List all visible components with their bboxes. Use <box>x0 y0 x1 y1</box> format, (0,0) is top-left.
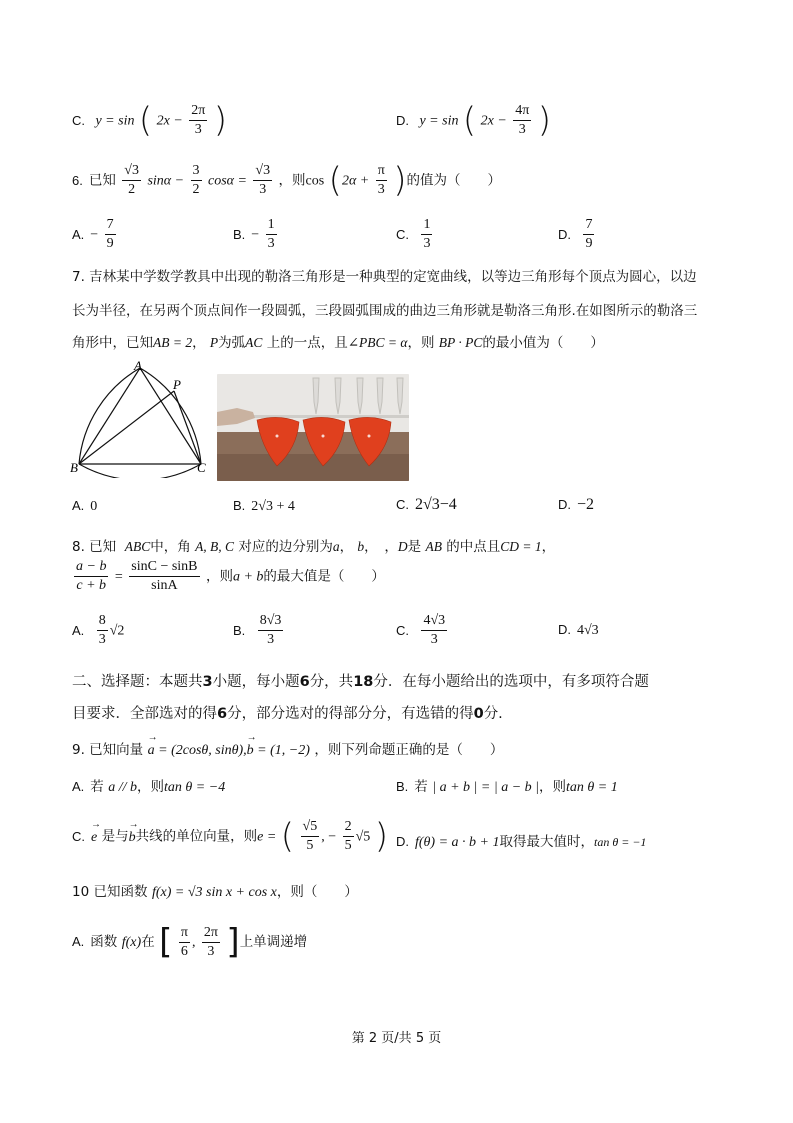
q8-option-a: A. $\frac{8}{3}$ √2 <box>72 613 125 647</box>
function-text: y = sin <box>95 113 135 129</box>
fraction: $\frac{8}{3}$ <box>98 613 106 647</box>
page-footer: 第 2 页/共 5 页 <box>351 1031 442 1046</box>
q5-option-c: C. y = sin ( 2x − $\frac{2\pi}{3}$ ) <box>72 100 228 141</box>
arc-bc <box>79 464 201 478</box>
q9-option-a: A. 若 a // b，则tan θ = −4 <box>72 779 226 795</box>
q6-option-a: A. − $\frac{7}{9}$ <box>72 217 114 251</box>
section-2-instructions-line-2: 目要求．全部选对的得6分，部分选对的得部分分，有选错的得0分. <box>72 706 503 722</box>
function-text: y = sin <box>419 113 459 129</box>
q7-option-c: C. 2√3−4 <box>396 496 457 513</box>
red-reuleaux-rollers <box>257 417 391 466</box>
fraction: $\frac{√3}{3}$ <box>255 163 271 197</box>
label-c: C <box>197 460 206 475</box>
reuleaux-triangle-figure <box>70 358 216 478</box>
q8-option-b: B. $\frac{8√3}{3}$ <box>233 613 282 647</box>
fraction: $\frac{4\pi}{3}$ <box>515 103 530 137</box>
q7-line-1: 7. 吉林某中学数学教具中出现的勒洛三角形是一种典型的定宽曲线，以等边三角形每个顶点为圆心，以边 <box>72 269 697 285</box>
q9-option-b: B. 若 | a + b | = | a − b |，则tan θ = 1 <box>396 779 618 795</box>
option-label: C. <box>72 112 85 128</box>
q9-stem: 9. 已知向量 → a = (2cosθ, sinθ),→ b = (1, −2) ，则下列命题正确的是（ ） <box>72 738 503 759</box>
fraction: $\frac{a - b}{c + b}$ <box>76 559 107 593</box>
label-p: P <box>173 377 181 392</box>
fraction: $\frac{2}{5}$ <box>344 819 352 853</box>
fraction: $\frac{√5}{5}$ <box>302 819 318 853</box>
q6-stem: 6. 已知 $\frac{√3}{2}$ sinα − $\frac{3}{2}$ cosα = $\frac{√3}{3}$ ，则cos (2α + $\frac{\pi}{3}$ )的值为（ ） <box>72 160 501 201</box>
q8-option-d: D. 4√3 <box>558 622 599 638</box>
fraction: $\frac{1}{3}$ <box>423 217 431 251</box>
q7-line-2: 长为半径，在另两个顶点间作一段圆弧，三段圆弧围成的曲边三角形就是勒洛三角形.在如图所示的勒洛三 <box>72 303 698 319</box>
fraction: $\frac{7}{9}$ <box>585 217 593 251</box>
q7-line-3: 角形中，已知AB = 2， P为弧AC 上的一点，且∠PBC = α，则 BP · PC的最小值为（ ） <box>72 335 604 351</box>
fraction: $\frac{1}{3}$ <box>267 217 275 251</box>
q8-option-c: C. $\frac{4√3}{3}$ <box>396 613 446 647</box>
fraction: $\frac{4√3}{3}$ <box>423 613 446 647</box>
fraction: $\frac{\pi}{6}$ <box>180 924 188 959</box>
label-b: B <box>70 460 78 475</box>
option-label: D. <box>396 112 409 128</box>
q5-option-d: D. y = sin ( 2x − $\frac{4\pi}{3}$ ) <box>396 100 552 141</box>
q7-option-d: D. −2 <box>558 496 595 513</box>
q7-option-a: A. 0 <box>72 498 98 514</box>
q8-line-1: 8. 已知 ABC中，角 A, B, C 对应的边分别为a， b， ，D是 AB 的中点且CD = 1， <box>72 539 556 555</box>
q9-option-c: C.→ e 是与→ b共线的单位向量，则e = ( $\frac{√5}{5}$ , − $\frac{2}{5}$ √5 ) <box>72 818 388 855</box>
fraction: $\frac{2\pi}{3}$ <box>191 103 206 137</box>
q10-option-a: A. 函数 f(x)在 [ $\frac{\pi}{6}$ , $\frac{2\pi}{3}$ ]上单调递增 <box>72 922 308 962</box>
reuleaux-roller-photo <box>217 374 409 481</box>
fraction: $\frac{8√3}{3}$ <box>259 613 282 647</box>
fraction: $\frac{\pi}{3}$ <box>377 163 385 197</box>
q6-option-b: B. − $\frac{1}{3}$ <box>233 217 275 251</box>
fraction: $\frac{\sin C - \sin B}{\sin A}$ <box>131 559 198 593</box>
fraction: $\frac{2\pi}{3}$ <box>203 924 218 959</box>
section-2-instructions-line-1: 二、选择题：本题共3小题，每小题6分，共18分．在每小题给出的选项中，有多项符合题 <box>72 674 649 690</box>
q6-option-d: D. $\frac{7}{9}$ <box>558 217 593 251</box>
q6-option-c: C. $\frac{1}{3}$ <box>396 217 431 251</box>
fraction: $\frac{√3}{2}$ <box>124 163 139 197</box>
q7-option-b: B. 2√3 + 4 <box>233 498 295 514</box>
fraction: $\frac{7}{9}$ <box>106 217 114 251</box>
q10-stem: 10 已知函数 f(x) = √3 sin x + cos x，则（ ） <box>72 884 358 900</box>
q9-option-d: D. f(θ) = a · b + 1取得最大值时，tan θ = −1 <box>396 834 647 850</box>
label-a: A <box>134 358 142 373</box>
fraction: $\frac{3}{2}$ <box>192 163 200 197</box>
q8-line-2: $\frac{a - b}{c + b}$ = $\frac{\sin C - \sin B}{\sin A}$ ，则a + b的最大值是（ ） <box>76 559 385 593</box>
